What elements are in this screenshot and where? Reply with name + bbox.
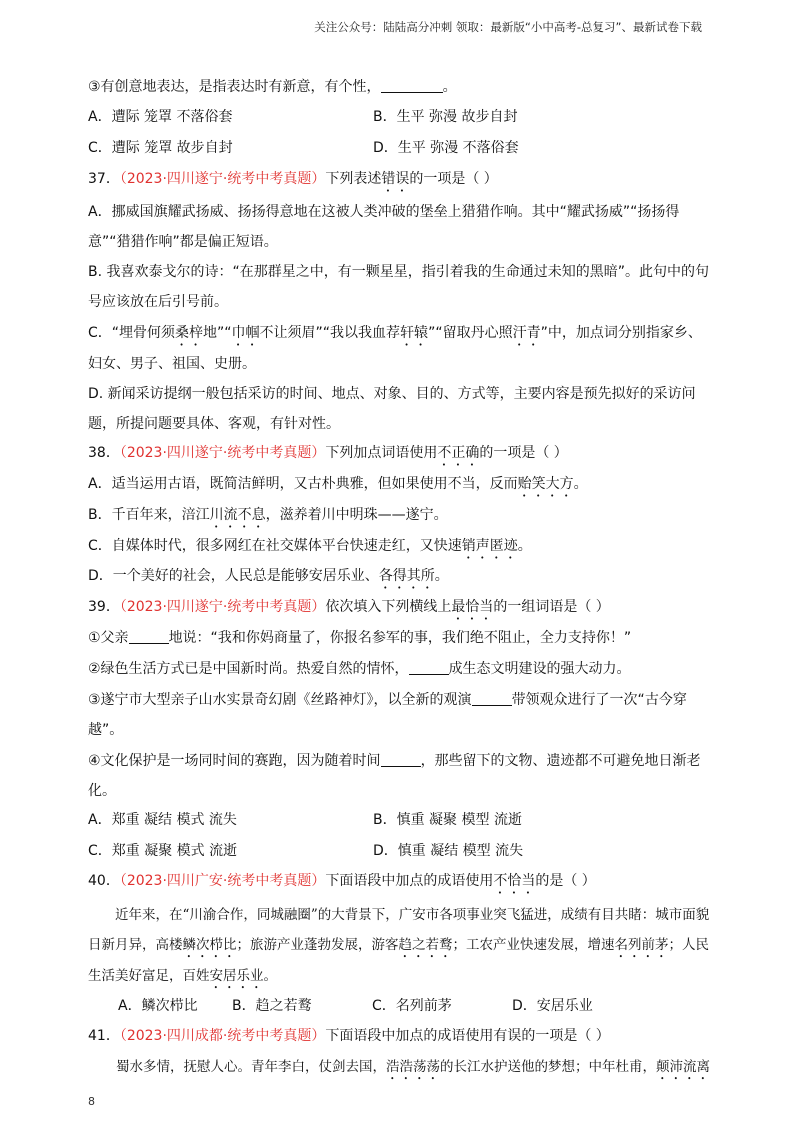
- q39-sentence-3: ③遂宁市大型亲子山水实景奇幻剧《丝路神灯》，以全新的观演 带领观众进行了一次“古今穿越”。: [88, 692, 687, 738]
- q37-option-d: D. 新闻采访提纲一般包括采访的时间、地点、对象、目的、方式等，主要内容是预先拟好的采访问题，所提问题要具体、客观，有针对性。: [88, 386, 696, 432]
- option-c: C．遭际 笼罩 故步自封: [88, 140, 233, 156]
- q40-stem: 40．（2023·四川广安·统考中考真题）下面语段中加点的成语使用不恰当的是（ ）: [88, 873, 596, 889]
- question-source: （2023·四川成都·统考中考真题）: [119, 1028, 326, 1044]
- answer-blank: [381, 752, 421, 767]
- q37-option-b: B. 我喜欢泰戈尔的诗：“在那群星之中，有一颗星星，指引着我的生命通过未知的黑暗”。此句中的句号应该放在后引号前。: [88, 264, 710, 310]
- q38-option-b: B．千百年来，涪江川流不息，滋养着川中明珠——遂宁。: [88, 507, 448, 523]
- q36-options-row2: [88, 138, 519, 158]
- answer-blank: [472, 691, 512, 706]
- answer-blank: [129, 629, 169, 644]
- q39-options-row2: [88, 841, 524, 861]
- option-c: C．郑重 凝聚 模式 流逝: [88, 843, 238, 859]
- option-b: B．慎重 凝聚 模型 流逝: [373, 812, 522, 828]
- option-b: B．生平 弥漫 故步自封: [373, 109, 518, 125]
- q37-option-c: C．“埋骨何须桑梓地”“巾帼不让须眉”“我以我血荐轩辕”“留取丹心照汗青”中，加点词分别指家乡、妇女、男子、祖国、史册。: [88, 325, 702, 372]
- q36-item-3: ③有创意地表达，是指表达时有新意，有个性， 。: [88, 79, 457, 95]
- q38-option-d: D．一个美好的社会，人民总是能够安居乐业、各得其所。: [88, 568, 449, 584]
- q38-option-c: C．自媒体时代，很多网红在社交媒体平台快速走红，又快速销声匿迹。: [88, 538, 532, 554]
- page-header: 关注公众号：陆陆高分冲刺 领取：最新版“小中高考-总复习”、最新试卷下载: [314, 20, 702, 34]
- q37-stem: 37．（2023·四川遂宁·统考中考真题）下列表述错误的一项是（ ）: [88, 171, 498, 187]
- q38-stem: 38．（2023·四川遂宁·统考中考真题）下列加点词语使用不正确的一项是（ ）: [88, 445, 568, 461]
- question-source: （2023·四川遂宁·统考中考真题）: [119, 171, 326, 187]
- option-d: D．生平 弥漫 不落俗套: [373, 140, 519, 156]
- q41-passage: 蜀水多情，抚慰人心。青年李白，仗剑去国，浩浩荡荡的长江水护送他的梦想；中年杜甫，颠沛流离: [116, 1059, 710, 1075]
- question-source: （2023·四川广安·统考中考真题）: [119, 873, 326, 889]
- answer-blank: [409, 660, 449, 675]
- q39-sentence-4: ④文化保护是一场同时间的赛跑，因为随着时间 ，那些留下的文物、遗迹都不可避免地日渐老化。: [88, 753, 701, 799]
- q39-sentence-1: ①父亲 地说：“我和你妈商量了，你报名参军的事，我们绝不阻止，全力支持你！”: [88, 630, 632, 646]
- q39-options-row1: [88, 810, 522, 830]
- option-a: A．鳞次栉比: [118, 998, 198, 1014]
- option-b: B．趋之若鹜: [232, 998, 312, 1014]
- option-a: A．郑重 凝结 模式 流失: [88, 812, 237, 828]
- q40-passage: 近年来，在“川渝合作，同城融圈”的大背景下，广安市各项事业突飞猛进，成绩有目共睹：城市面貌日新月异，高楼鳞次栉比；旅游产业蓬勃发展，游客趋之若鹜；工农产业快速发展，增速名列前茅；人民生活美好富足，百姓安居乐业。: [88, 907, 710, 984]
- question-source: （2023·四川遂宁·统考中考真题）: [119, 599, 326, 615]
- q41-stem: 41．（2023·四川成都·统考中考真题）下面语段中加点的成语使用有误的一项是（ ）: [88, 1028, 610, 1044]
- answer-blank: [381, 78, 443, 93]
- question-source: （2023·四川遂宁·统考中考真题）: [119, 445, 326, 461]
- option-c: C．名列前茅: [372, 998, 452, 1014]
- q39-stem: 39．（2023·四川遂宁·统考中考真题）依次填入下列横线上最恰当的一组词语是（ ）: [88, 599, 610, 615]
- option-d: D．慎重 凝结 模型 流失: [373, 843, 524, 859]
- q38-option-a: A．适当运用古语，既简洁鲜明，又古朴典雅，但如果使用不当，反而贻笑大方。: [88, 476, 588, 492]
- page-number: 8: [88, 1095, 95, 1108]
- q39-sentence-2: ②绿色生活方式已是中国新时尚。热爱自然的情怀， 成生态文明建设的强大动力。: [88, 661, 631, 677]
- q36-options-row1: [88, 107, 518, 127]
- q37-option-a: A．挪威国旗耀武扬威、扬扬得意地在这被人类冲破的堡垒上猎猎作响。其中“耀武扬威”“扬扬得意”“猎猎作响”都是偏正短语。: [88, 204, 680, 250]
- option-d: D．安居乐业: [512, 998, 593, 1014]
- option-a: A．遭际 笼罩 不落俗套: [88, 109, 233, 125]
